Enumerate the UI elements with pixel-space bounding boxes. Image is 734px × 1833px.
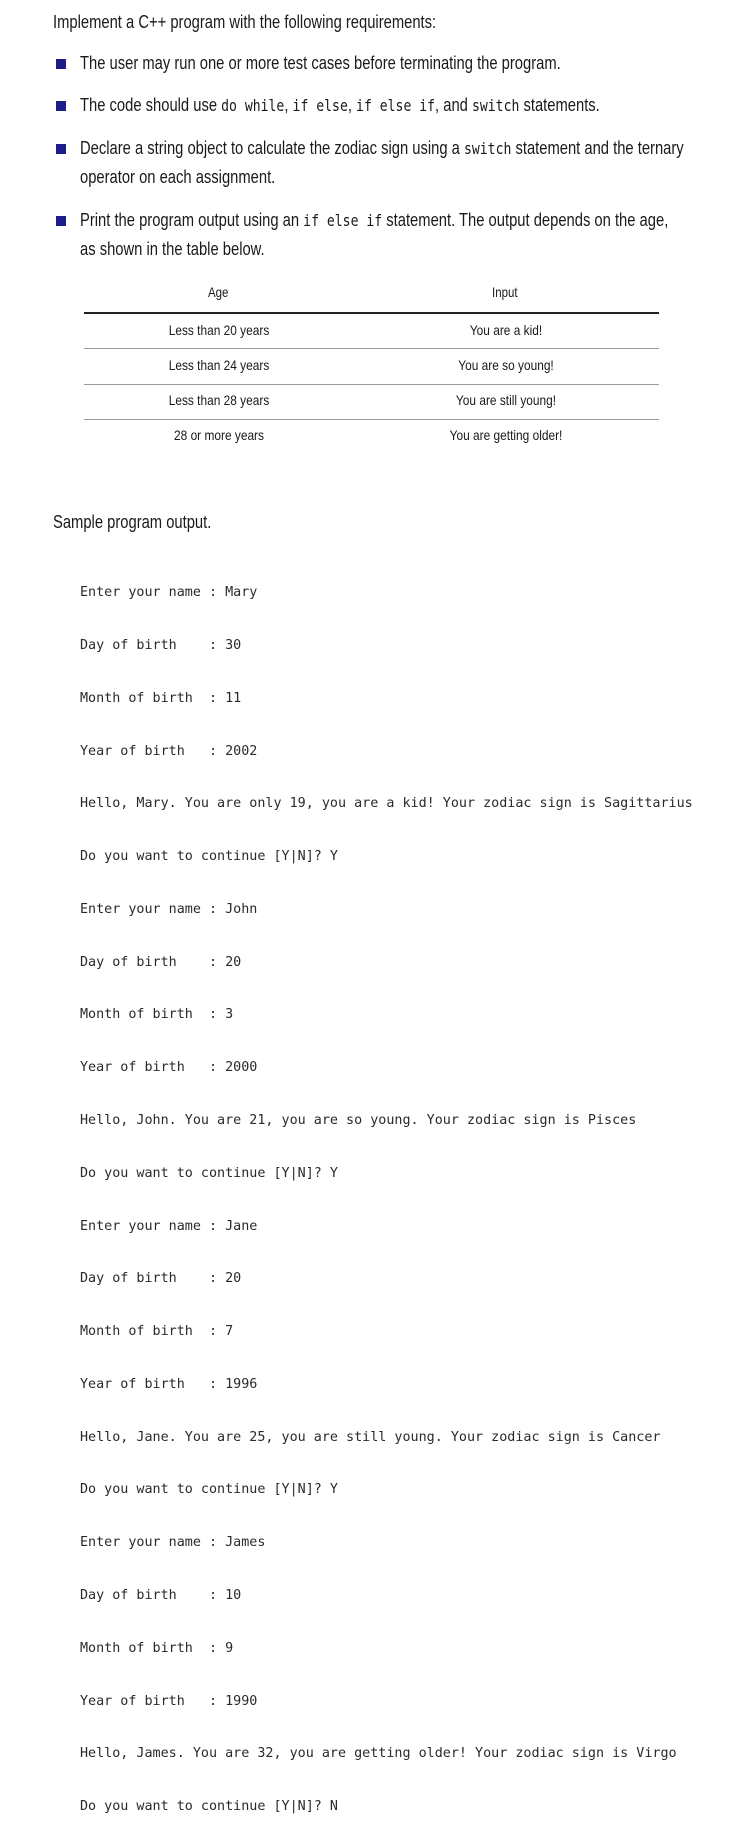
table-cell-input — [450, 357, 562, 373]
console-line: Enter your name : John — [80, 901, 258, 917]
console-line: Month of birth : 3 — [80, 1007, 234, 1023]
table-cell-age — [160, 392, 278, 408]
intro-text — [53, 11, 520, 33]
cell-text: You are getting older! — [449, 427, 563, 443]
code-keyword: switch — [463, 139, 512, 158]
requirement-3 — [80, 137, 734, 160]
console-line: Month of birth : 7 — [80, 1324, 234, 1340]
console-line: Hello, Jane. You are 25, you are still young. Your zodiac sign is Cancer — [80, 1429, 661, 1445]
intro-label: Implement a C++ program with the following requirements: — [53, 12, 437, 32]
cell-text: Less than 28 years — [168, 392, 270, 408]
console-line: Do you want to continue [Y|N]? Y — [80, 1482, 338, 1498]
console-line: Enter your name : Mary — [80, 585, 258, 601]
requirement-4-text — [80, 209, 668, 232]
sample-output-title: Sample program output. — [53, 512, 212, 532]
cell-text: You are a kid! — [469, 322, 543, 338]
console-line: Day of birth : 10 — [80, 1588, 242, 1604]
cell-text: Less than 24 years — [168, 357, 270, 373]
console-line: Day of birth : 30 — [80, 637, 242, 653]
code-keyword: if else if — [356, 96, 436, 115]
text-run: statement. The output depends on the age, — [382, 210, 669, 230]
requirement-4-text-line-2: as shown in the table below. — [80, 239, 265, 259]
requirement-4-continued — [80, 238, 305, 260]
console-line: Hello, Mary. You are only 19, you are a kid! Your zodiac sign is Sagittarius — [80, 796, 693, 812]
text-run: Print the program output using an — [80, 210, 304, 230]
console-line: Year of birth : 1996 — [80, 1376, 258, 1392]
cell-text: You are still young! — [455, 392, 557, 408]
requirement-3-text-line-2: operator on each assignment. — [80, 167, 276, 187]
requirement-4 — [80, 209, 734, 232]
table-cell-input — [440, 427, 573, 443]
table-cell-input — [447, 392, 565, 408]
console-line: Do you want to continue [Y|N]? Y — [80, 849, 338, 865]
requirement-3-text — [80, 137, 684, 160]
table-cell-age — [160, 322, 278, 338]
console-line: Month of birth : 11 — [80, 690, 242, 706]
requirement-2-text — [80, 94, 600, 117]
requirement-2 — [80, 94, 714, 117]
cell-text: Less than 20 years — [168, 322, 270, 338]
requirement-1 — [80, 52, 666, 74]
console-line: Enter your name : James — [80, 1535, 266, 1551]
text-run: statements. — [519, 95, 600, 115]
text-run: statement and the ternary — [511, 138, 684, 158]
column-header-age — [208, 284, 233, 300]
console-line: Enter your name : Jane — [80, 1218, 258, 1234]
table-cell-age — [166, 427, 272, 443]
code-keyword: switch — [471, 96, 520, 115]
code-keyword: if else — [292, 96, 348, 115]
sample-console-output — [80, 549, 693, 1833]
text-run: , — [347, 95, 357, 115]
console-line: Hello, John. You are 21, you are so young. Your zodiac sign is Pisces — [80, 1113, 637, 1128]
column-header-label: Age — [208, 284, 229, 300]
console-line: Day of birth : 20 — [80, 954, 242, 970]
console-line: Year of birth : 2000 — [80, 1060, 258, 1076]
table-row-divider — [84, 384, 659, 385]
code-keyword: if else if — [303, 211, 383, 230]
table-cell-age — [160, 357, 278, 373]
requirement-1-text: The user may run one or more test cases before terminating the program. — [80, 53, 561, 73]
cell-text: You are so young! — [458, 357, 554, 373]
text-run: , and — [435, 95, 472, 115]
console-line: Do you want to continue [Y|N]? Y — [80, 1165, 338, 1181]
requirement-3-continued — [80, 166, 318, 188]
console-line: Hello, James. You are 32, you are getting older! Your zodiac sign is Virgo — [80, 1746, 677, 1762]
text-run: , — [284, 95, 293, 115]
text-run: The code should use — [80, 95, 222, 115]
column-header-input — [492, 284, 523, 300]
bullet-marker — [56, 59, 66, 69]
text-run: Declare a string object to calculate the zodiac sign using a — [80, 138, 464, 158]
console-line: Do you want to continue [Y|N]? N — [80, 1799, 338, 1815]
console-line: Year of birth : 1990 — [80, 1693, 258, 1709]
console-line: Month of birth : 9 — [80, 1640, 234, 1656]
table-row-divider — [84, 348, 659, 349]
console-line: Year of birth : 2002 — [80, 743, 258, 759]
table-cell-input — [463, 322, 548, 338]
bullet-marker — [56, 216, 66, 226]
code-keyword: do while — [221, 96, 285, 115]
table-row-divider — [84, 419, 659, 420]
table-header-rule — [84, 312, 659, 314]
console-line: Day of birth : 20 — [80, 1271, 242, 1287]
sample-output-heading — [53, 512, 246, 533]
bullet-marker — [56, 101, 66, 111]
cell-text: 28 or more years — [174, 427, 264, 443]
bullet-marker — [56, 144, 66, 154]
column-header-label: Input — [492, 284, 518, 300]
